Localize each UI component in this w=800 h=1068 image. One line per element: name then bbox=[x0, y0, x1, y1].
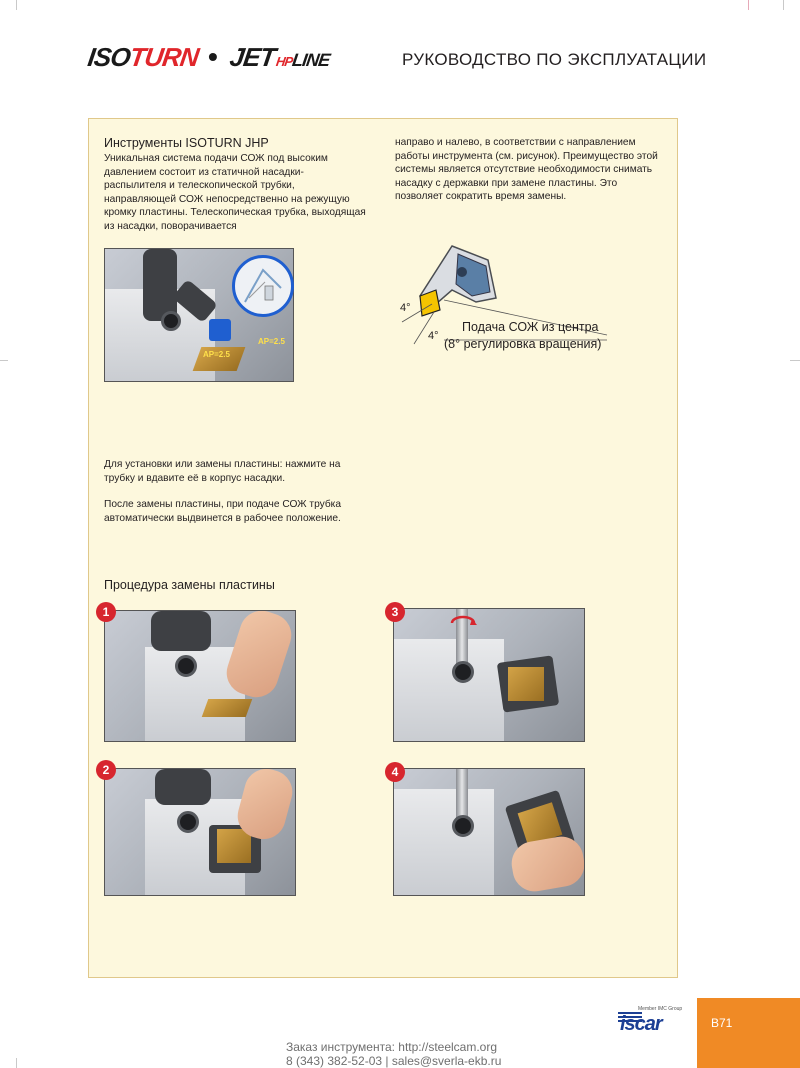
screwdriver bbox=[456, 769, 468, 821]
rotation-label: (8° регулировка вращения) bbox=[444, 337, 602, 351]
step-photo-1 bbox=[104, 610, 296, 742]
jethpline-logo: JETHPLINE bbox=[227, 41, 331, 72]
intro-text-left: Уникальная система подачи СОЖ под высоким давлением состоит из статичной насадки-распылителя и телескопической трубки, направляющей СОЖ непосредственно на режущую кромку пластины. Телескопическая трубка, выходящая из насадки, поворачивается bbox=[104, 153, 366, 232]
zoom-detail-drawing bbox=[235, 258, 291, 314]
step-photo-3 bbox=[393, 608, 585, 742]
step-photo-4 bbox=[393, 768, 585, 896]
screw bbox=[452, 661, 474, 683]
telescopic-tube bbox=[209, 319, 231, 341]
step-badge-3: 3 bbox=[385, 602, 405, 622]
coolant-clamp bbox=[155, 769, 211, 805]
instruction-install: Для установки или замены пластины: нажмите на трубку и вдавите её в корпус насадки. bbox=[104, 459, 341, 484]
angle-top-label: 4° bbox=[400, 302, 411, 314]
step-photo-2 bbox=[104, 768, 296, 896]
page-title: РУКОВОДСТВО ПО ЭКСПЛУАТАЦИИ bbox=[402, 50, 707, 69]
step-badge-1: 1 bbox=[96, 602, 116, 622]
iscar-member-label: Member IMC Group bbox=[638, 1006, 683, 1012]
crop-mark bbox=[748, 0, 749, 10]
coolant-clamp bbox=[151, 611, 211, 651]
screw bbox=[175, 655, 197, 677]
step-badge-2: 2 bbox=[96, 760, 116, 780]
cutting-insert bbox=[217, 829, 251, 863]
crop-mark bbox=[783, 0, 784, 10]
cutting-insert bbox=[202, 699, 253, 717]
crop-mark bbox=[790, 360, 800, 361]
coolant-label: Подача СОЖ из центра bbox=[462, 320, 599, 334]
brand-logo bbox=[85, 41, 331, 72]
step-badge-4: 4 bbox=[385, 762, 405, 782]
instruction-auto-extend: После замены пластины, при подаче СОЖ трубка автоматически выдвинется в рабочее положение. bbox=[104, 499, 342, 524]
intro-text-right: направо и налево, в соответствии с направлением работы инструмента (см. рисунок). Преимущество этой системы является отсутствие необходимости снимать насадку с державки при замене пластины. Это позволяет сократить время замены. bbox=[395, 137, 658, 203]
zoom-detail bbox=[232, 255, 294, 317]
logo-separator: • bbox=[208, 41, 218, 72]
isoturn-logo: ISOTURN bbox=[85, 41, 201, 72]
angle-bottom-label: 4° bbox=[428, 330, 439, 342]
screw bbox=[177, 811, 199, 833]
intro-left-column bbox=[104, 136, 366, 234]
screw bbox=[161, 311, 181, 331]
crop-mark bbox=[16, 1058, 17, 1068]
crop-mark bbox=[16, 0, 17, 10]
tool-holder bbox=[394, 789, 494, 896]
ap-label-right: AP=2.5 bbox=[258, 337, 285, 346]
intro-right-column bbox=[395, 136, 665, 204]
iscar-wordmark: iscar bbox=[620, 1013, 662, 1035]
intro-title: Инструменты ISOTURN JHP bbox=[104, 136, 269, 150]
procedure-title: Процедура замены пластины bbox=[104, 578, 275, 592]
order-link[interactable]: Заказ инструмента: http://steelcam.org bbox=[286, 1040, 498, 1054]
rotate-arrow-icon bbox=[448, 611, 478, 631]
ap-label-left: AP=2.5 bbox=[203, 350, 230, 359]
page-number: B71 bbox=[711, 1016, 733, 1030]
crop-mark bbox=[0, 360, 8, 361]
cutting-insert bbox=[508, 667, 544, 701]
page-number-box bbox=[697, 998, 800, 1068]
contact-info[interactable]: 8 (343) 382-52-03 | sales@sverla-ekb.ru bbox=[286, 1054, 502, 1068]
tool-holder bbox=[394, 639, 504, 742]
screw bbox=[452, 815, 474, 837]
